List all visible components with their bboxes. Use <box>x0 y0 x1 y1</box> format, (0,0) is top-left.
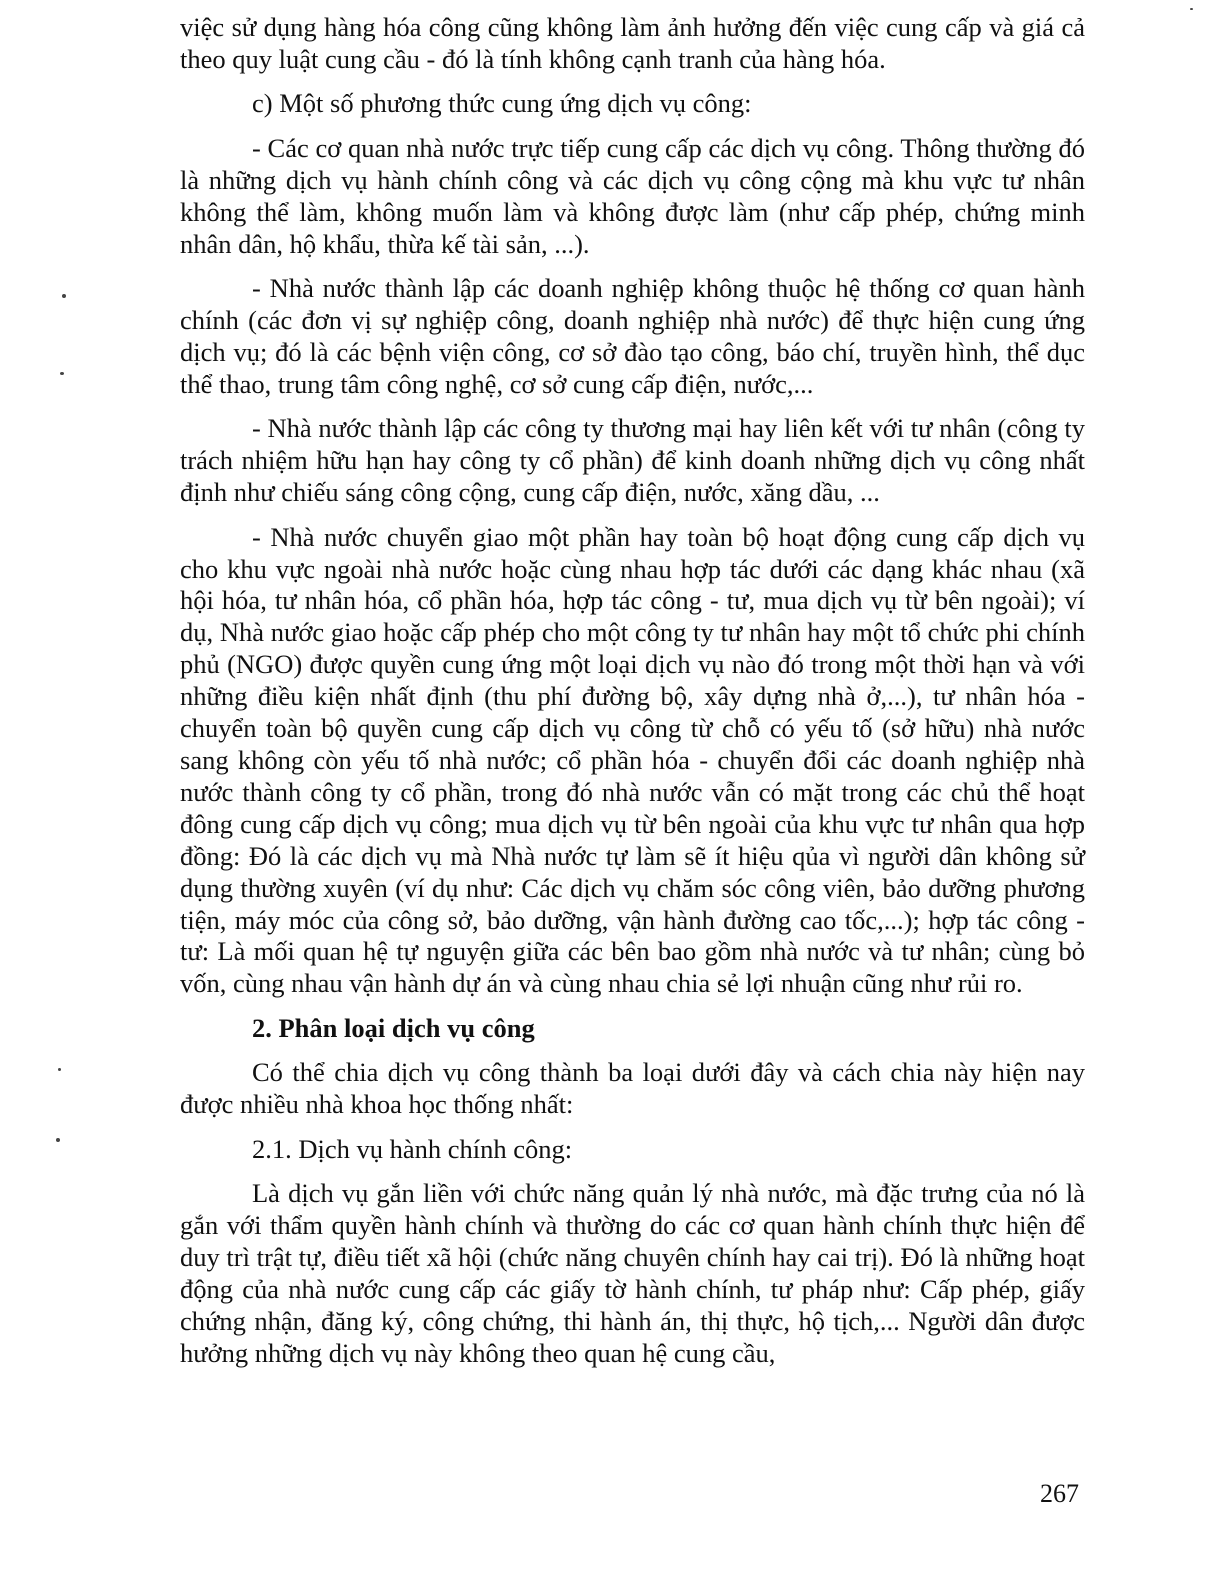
paragraph-transfer-to-private: - Nhà nước chuyển giao một phần hay toàn bộ hoạt động cung cấp dịch vụ cho khu vực ngoài nhà nước hoặc cùng nhau hợp tác dưới các dạng khác nhau (xã hội hóa, tư nhân hóa, cổ phần hóa, hợp tác công - tư, mua dịch vụ từ bên ngoài); ví dụ, Nhà nước giao hoặc cấp phép cho một công ty tư nhân hay một tổ chức phi chính phủ (NGO) được quyền cung ứng một loại dịch vụ nào đó trong một thời hạn và với những điều kiện nhất định (thu phí đường bộ, xây dựng nhà ở,...), tư nhân hóa - chuyển toàn bộ quyền cung cấp dịch vụ công từ chỗ có yếu tố (sở hữu) nhà nước sang không còn yếu tố nhà nước; cổ phần hóa - chuyển đổi các doanh nghiệp nhà nước thành công ty cổ phần, trong đó nhà nước vẫn có mặt trong các chủ thể hoạt đông cung cấp dịch vụ công; mua dịch vụ từ bên ngoài của khu vực tư nhân qua hợp đồng: Đó là các dịch vụ mà Nhà nước tự làm sẽ ít hiệu qủa vì người dân không sử dụng thường xuyên (ví dụ như: Các dịch vụ chăm sóc công viên, bảo dưỡng phương tiện, máy móc của công sở, bảo dưỡng, vận hành đường cao tốc,...); hợp tác công - tư: Là mối quan hệ tự nguyện giữa các bên bao gồm nhà nước và tư nhân; cùng bỏ vốn, cùng nhau vận hành dự án và cùng nhau chia sẻ lợi nhuận cũng như rủi ro. <box>180 521 1085 999</box>
page-number: 267 <box>1040 1479 1079 1508</box>
text-column <box>180 12 1085 1382</box>
subsection-2-1-title: 2.1. Dịch vụ hành chính công: <box>252 1133 573 1164</box>
paragraph-three-types: Có thể chia dịch vụ công thành ba loại dưới đây và cách chia này hiện nay được nhiều nhà khoa học thống nhất: <box>180 1057 1085 1120</box>
paragraph-continuation: việc sử dụng hàng hóa công cũng không làm ảnh hưởng đến việc cung cấp và giá cả theo quy luật cung cầu - đó là tính không cạnh tranh của hàng hóa. <box>180 12 1085 74</box>
scan-speck <box>62 294 66 298</box>
paragraph-admin-services: Là dịch vụ gắn liền với chức năng quản lý nhà nước, mà đặc trưng của nó là gắn với thẩm quyền hành chính và thường do các cơ quan hành chính thực hiện để duy trì trật tự, điều tiết xã hội (chức năng chuyên chính hay cai trị). Đó là những hoạt động của nhà nước cung cấp các giấy tờ hành chính, tư pháp như: Cấp phép, giấy chứng nhận, đăng ký, công chứng, thi hành án, thị thực, hộ tịch,... Người dân được hưởng những dịch vụ này không theo quan hệ cung cầu, <box>180 1178 1085 1368</box>
paragraph-state-enterprises: - Nhà nước thành lập các doanh nghiệp không thuộc hệ thống cơ quan hành chính (các đơn vị sự nghiệp công, doanh nghiệp nhà nước) để thực hiện cung ứng dịch vụ; đó là các bệnh viện công, cơ sở đào tạo công, báo chí, truyền hình, thể dục thể thao, trung tâm công nghệ, cơ sở cung cấp điện, nước,... <box>180 273 1085 399</box>
subsection-c-title: c) Một số phương thức cung ứng dịch vụ công: <box>252 88 752 119</box>
paragraph-direct-provision: - Các cơ quan nhà nước trực tiếp cung cấp các dịch vụ công. Thông thường đó là những dịch vụ hành chính công và các dịch vụ công cộng mà khu vực tư nhân không thể làm, không muốn làm và không được làm (như cấp phép, chứng minh nhân dân, hộ khẩu, thừa kế tài sản, ...). <box>180 132 1085 259</box>
scan-speck <box>56 1138 60 1142</box>
paragraph-commercial-companies: - Nhà nước thành lập các công ty thương mại hay liên kết với tư nhân (công ty trách nhiệm hữu hạn hay công ty cổ phần) để kinh doanh những dịch vụ công nhất định như chiếu sáng công cộng, cung cấp điện, nước, xăng dầu, ... <box>180 413 1085 508</box>
section-heading-classification: 2. Phân loại dịch vụ công <box>252 1012 535 1043</box>
scan-speck <box>58 1068 61 1071</box>
scan-speck <box>1190 8 1193 10</box>
scan-speck <box>60 372 64 375</box>
